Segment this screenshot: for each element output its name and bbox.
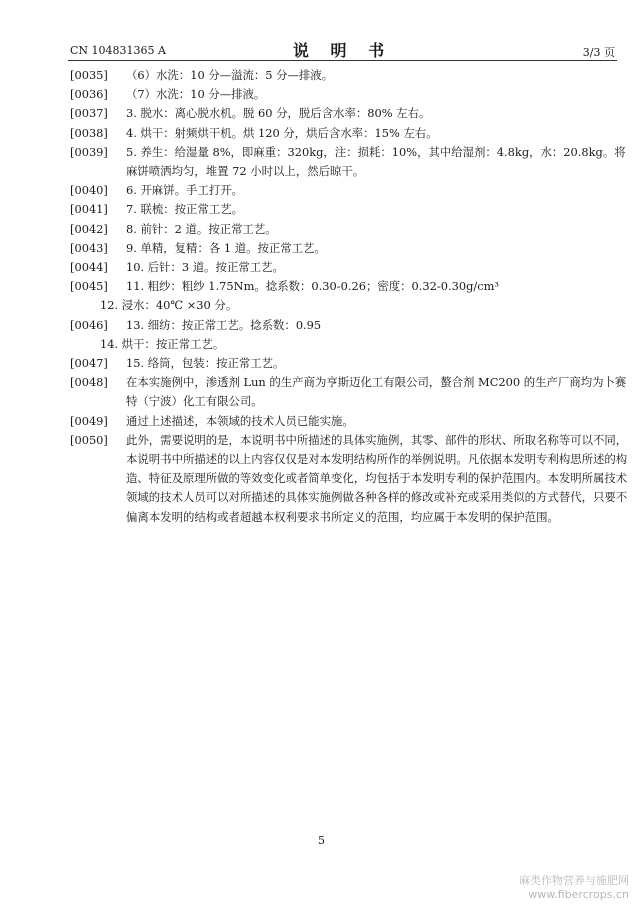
paragraph-text: 3. 脱水：离心脱水机。脱 60 分，脱后含水率：80% 左右。 (126, 106, 431, 121)
paragraph-unnumbered (70, 335, 630, 354)
paragraph-0042 (70, 220, 630, 239)
paragraph-number: [0036] (70, 87, 108, 102)
patent-number: CN 104831365 A (70, 44, 166, 57)
paragraph-text: 12. 浸水：40℃ ×30 分。 (100, 298, 238, 313)
paragraph-number: [0038] (70, 125, 108, 140)
page-number: 5 (318, 834, 325, 847)
paragraph-number: [0044] (70, 260, 108, 275)
paragraph-text: 14. 烘干：按正常工艺。 (100, 336, 225, 351)
paragraph-0046 (70, 316, 630, 335)
paragraph-text: 15. 络筒，包装：按正常工艺。 (126, 356, 285, 371)
paragraph-number: [0035] (70, 68, 108, 82)
paragraph-0049 (70, 412, 630, 431)
page-indicator: 3/3 页 (582, 46, 615, 59)
paragraph-unnumbered (70, 296, 630, 315)
paragraph-text: （7）水洗：10 分—排液。 (126, 87, 266, 102)
paragraph-number: [0047] (70, 356, 108, 371)
header-divider (68, 60, 617, 61)
paragraph-number: [0041] (70, 202, 108, 217)
document-body (70, 66, 630, 527)
page-header (70, 38, 615, 60)
paragraph-text: 在本实施例中，渗透剂 Lun 的生产商为亨斯迈化工有限公司，螯合剂 MC200 的生产厂商均为卜赛特（宁波）化工有限公司。 (126, 375, 627, 409)
paragraph-text: 4. 烘干：射频烘干机。烘 120 分，烘后含水率：15% 左右。 (126, 125, 438, 140)
paragraph-number: [0042] (70, 221, 108, 236)
paragraph-number: [0043] (70, 240, 108, 255)
paragraph-0038 (70, 124, 630, 143)
paragraph-number: [0039] (70, 144, 108, 159)
paragraph-0040 (70, 181, 630, 200)
paragraph-number: [0040] (70, 183, 108, 198)
paragraph-0043 (70, 239, 630, 258)
paragraph-text: 9. 单精，复精：各 1 道。按正常工艺。 (126, 240, 326, 255)
paragraph-0035 (70, 66, 630, 85)
page-title: 说 明 书 (292, 41, 393, 60)
paragraph-text: 6. 开麻饼。手工打开。 (126, 183, 244, 198)
paragraph-number: [0046] (70, 317, 108, 332)
paragraph-number: [0049] (70, 413, 108, 428)
paragraph-0037 (70, 104, 630, 123)
paragraph-text: 7. 联梳：按正常工艺。 (126, 202, 244, 217)
paragraph-text: 8. 前针：2 道。按正常工艺。 (126, 221, 277, 236)
paragraph-0036 (70, 85, 630, 104)
paragraph-text: 11. 粗纱：粗纱 1.75Nm。捻系数：0.30-0.26；密度：0.32-0.30g/cm³ (126, 279, 499, 294)
paragraph-text: 通过上述描述，本领域的技术人员已能实施。 (126, 413, 354, 428)
paragraph-0050 (70, 431, 630, 527)
paragraph-number: [0037] (70, 106, 108, 121)
watermark-url: www.fibercrops.cn (528, 888, 629, 901)
paragraph-number: [0048] (70, 375, 108, 390)
paragraph-0044 (70, 258, 630, 277)
watermark (519, 874, 629, 902)
paragraph-0045 (70, 277, 630, 296)
paragraph-text: 10. 后针：3 道。按正常工艺。 (126, 260, 284, 275)
paragraph-text: 13. 细纺：按正常工艺。捻系数：0.95 (126, 317, 322, 332)
paragraph-number: [0050] (70, 432, 108, 447)
paragraph-text: （6）水洗：10 分—溢流：5 分—排液。 (126, 68, 334, 82)
paragraph-0041 (70, 200, 630, 219)
watermark-name: 麻类作物营养与施肥网 (519, 874, 629, 887)
paragraph-0047 (70, 354, 630, 373)
paragraph-number: [0045] (70, 279, 108, 294)
paragraph-text: 5. 养生：给湿量 8%，即麻重：320kg，注：损耗：10%，其中给湿剂：4.8kg，水：20.8kg。将麻饼喷洒均匀，堆置 72 小时以上，然后晾干。 (126, 144, 626, 179)
paragraph-0048 (70, 373, 630, 411)
paragraph-text: 此外，需要说明的是，本说明书中所描述的具体实施例，其零、部件的形状、所取名称等可以不同，本说明书中所描述的以上内容仅仅是对本发明结构所作的举例说明。凡依据本发明专利构思所述的构造、特征及原理所做的等效变化或者简单变化，均包括于本发明专利的保护范围内。本发明所属技术领域的技术人员可以对所描述的具体实施例做各种各样的修改或补充或采用类似的方式替代，只要不偏离本发明的结构或者超越本权利要求书所定义的范围，均应属于本发明的保护范围。 (126, 432, 628, 524)
paragraph-0039 (70, 143, 630, 181)
